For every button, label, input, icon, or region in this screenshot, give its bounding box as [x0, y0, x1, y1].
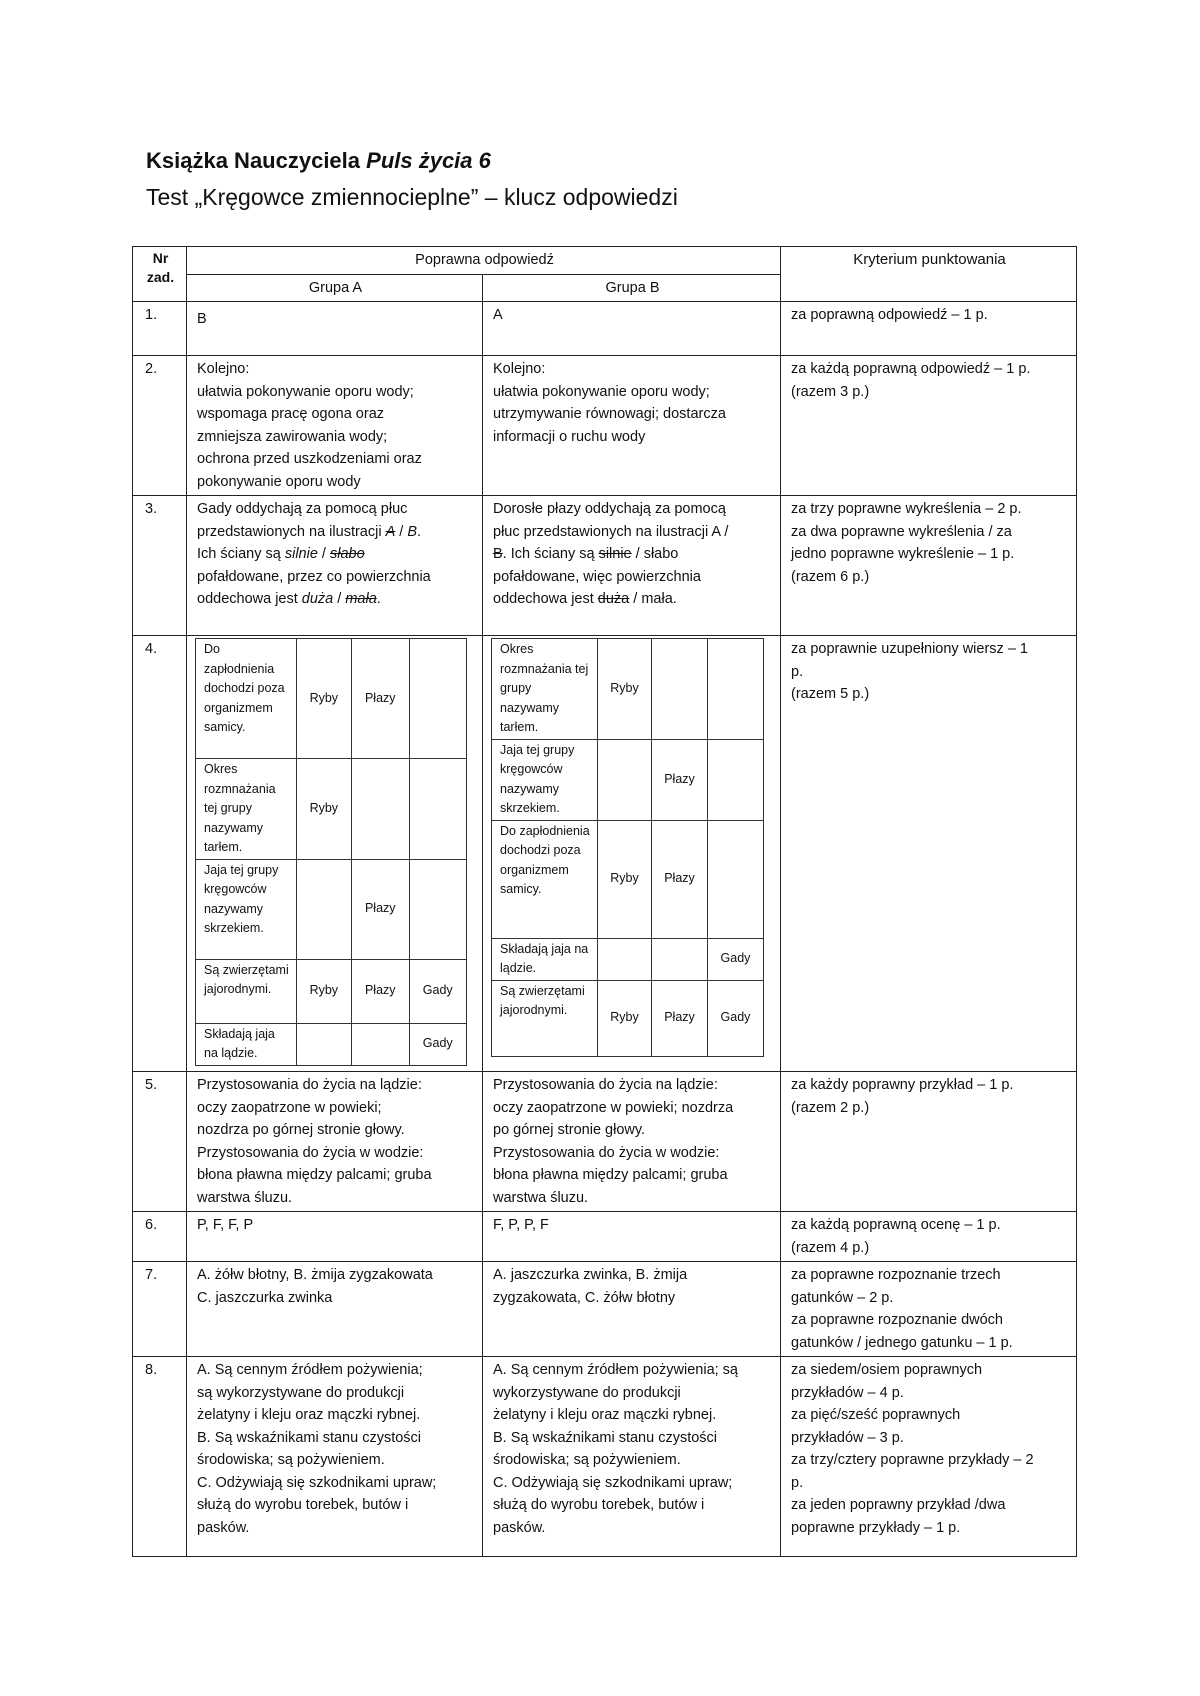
scoring-criteria: za trzy poprawne wykreślenia – 2 p. za dwa poprawne wykreślenia / za jedno poprawne wykreślenie – 1 p. (razem 6 p.) — [781, 496, 1077, 636]
table-row — [133, 1072, 1077, 1212]
task-number: 4. — [133, 636, 187, 1072]
task-number: 2. — [133, 356, 187, 496]
header-criteria: Kryterium punktowania — [781, 247, 1077, 302]
answer-group-a: B — [187, 302, 483, 356]
answer-group-a: A. żółw błotny, B. żmija zygzakowata C. jaszczurka zwinka — [187, 1262, 483, 1357]
table-row — [133, 356, 1077, 496]
scoring-criteria: za poprawnie uzupełniony wiersz – 1 p. (razem 5 p.) — [781, 636, 1077, 1072]
header-nr: Nr zad. — [133, 247, 187, 302]
classification-table-a: Do zapłodnienia dochodzi poza organizmem samicy. Ryby Płazy Okres rozmnażania tej grupy nazywamy tarłem. Ryby Jaja tej grupy kręgowców nazywamy skrzekiem. Płazy Są zwierzętami jajorodnymi. Ryby Płazy Gady Składają jaja na lądzie. Gady — [195, 638, 467, 1066]
table-row — [133, 1262, 1077, 1357]
answer-group-b: A — [483, 302, 781, 356]
page-subtitle: Test „Kręgowce zmiennocieplne” – klucz odpowiedzi — [146, 184, 678, 210]
answer-group-b: Przystosowania do życia na lądzie: oczy zaopatrzone w powieki; nozdrza po górnej stronie głowy. Przystosowania do życia w wodzie: błona pławna między palcami; gruba warstwa śluzu. — [483, 1072, 781, 1212]
classification-table-b: Okres rozmnażania tej grupy nazywamy tarłem. Ryby Jaja tej grupy kręgowców nazywamy skrzekiem. Płazy Do zapłodnienia dochodzi poza organizmem samicy. Ryby Płazy Składają jaja na lądzie. Gady Są zwierzętami jajorodnymi. Ryby Płazy Gady — [491, 638, 764, 1057]
header-group-a: Grupa A — [187, 274, 483, 302]
task-number: 8. — [133, 1357, 187, 1557]
scoring-criteria: za każdą poprawną ocenę – 1 p. (razem 4 p.) — [781, 1212, 1077, 1262]
page-title: Książka Nauczyciela Puls życia 6 — [146, 148, 491, 173]
table-row — [133, 1357, 1077, 1557]
answer-group-a: A. Są cennym źródłem pożywienia; są wykorzystywane do produkcji żelatyny i kleju oraz mączki rybnej. B. Są wskaźnikami stanu czystości środowiska; są pożywieniem. C. Odżywiają się szkodnikami upraw; służą do wyrobu torebek, butów i pasków. — [187, 1357, 483, 1557]
task-number: 6. — [133, 1212, 187, 1262]
answer-group-b: A. jaszczurka zwinka, B. żmija zygzakowata, C. żółw błotny — [483, 1262, 781, 1357]
scoring-criteria: za każdy poprawny przykład – 1 p. (razem 2 p.) — [781, 1072, 1077, 1212]
answer-key-table — [132, 246, 1077, 1557]
scoring-criteria: za siedem/osiem poprawnych przykładów – 4 p. za pięć/sześć poprawnych przykładów – 3 p. za trzy/cztery poprawne przykłady – 2 p. za jeden poprawny przykład /dwa poprawne przykłady – 1 p. — [781, 1357, 1077, 1557]
answer-group-a: Gady oddychają za pomocą płuc przedstawionych na ilustracji A / B. Ich ściany są silnie / słabo pofałdowane, przez co powierzchnia oddechowa jest duża / mała. — [187, 496, 483, 636]
answer-group-b: F, P, P, F — [483, 1212, 781, 1262]
answer-group-a: Kolejno: ułatwia pokonywanie oporu wody; wspomaga pracę ogona oraz zmniejsza zawirowania wody; ochrona przed uszkodzeniami oraz pokonywanie oporu wody — [187, 356, 483, 496]
scoring-criteria: za poprawną odpowiedź – 1 p. — [781, 302, 1077, 356]
table-row — [133, 496, 1077, 636]
task-number: 3. — [133, 496, 187, 636]
answer-group-a — [187, 636, 483, 1072]
answer-group-b: Dorosłe płazy oddychają za pomocą płuc przedstawionych na ilustracji A / B. Ich ściany są silnie / słabo pofałdowane, więc powierzchnia oddechowa jest duża / mała. — [483, 496, 781, 636]
answer-group-b: Kolejno: ułatwia pokonywanie oporu wody; utrzymywanie równowagi; dostarcza informacji o ruchu wody — [483, 356, 781, 496]
task-number: 5. — [133, 1072, 187, 1212]
task-number: 1. — [133, 302, 187, 356]
table-row — [133, 302, 1077, 356]
table-row — [133, 1212, 1077, 1262]
header-group-b: Grupa B — [483, 274, 781, 302]
answer-group-b — [483, 636, 781, 1072]
table-row — [133, 636, 1077, 1072]
scoring-criteria: za każdą poprawną odpowiedź – 1 p. (razem 3 p.) — [781, 356, 1077, 496]
answer-group-a: Przystosowania do życia na lądzie: oczy zaopatrzone w powieki; nozdrza po górnej stronie głowy. Przystosowania do życia w wodzie: błona pławna między palcami; gruba warstwa śluzu. — [187, 1072, 483, 1212]
scoring-criteria: za poprawne rozpoznanie trzech gatunków – 2 p. za poprawne rozpoznanie dwóch gatunków / jednego gatunku – 1 p. — [781, 1262, 1077, 1357]
answer-group-b: A. Są cennym źródłem pożywienia; są wykorzystywane do produkcji żelatyny i kleju oraz mączki rybnej. B. Są wskaźnikami stanu czystości środowiska; są pożywieniem. C. Odżywiają się szkodnikami upraw; służą do wyrobu torebek, butów i pasków. — [483, 1357, 781, 1557]
answer-group-a: P, F, F, P — [187, 1212, 483, 1262]
task-number: 7. — [133, 1262, 187, 1357]
header-correct-answer: Poprawna odpowiedź — [187, 247, 781, 275]
